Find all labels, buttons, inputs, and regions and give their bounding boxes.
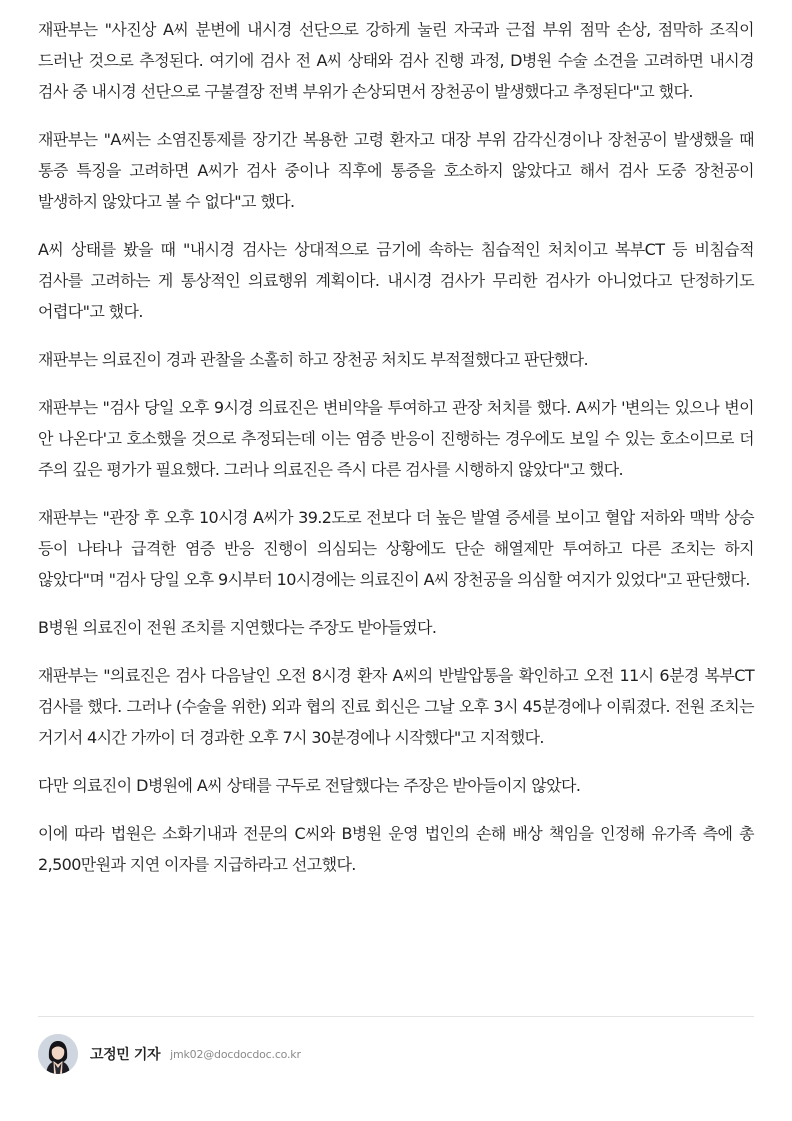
article-paragraph: B병원 의료진이 전원 조치를 지연했다는 주장도 받아들였다.: [38, 618, 437, 637]
byline-divider: [38, 1016, 754, 1017]
reporter-name[interactable]: 고정민 기자: [90, 1047, 161, 1063]
reporter-byline: [38, 1033, 301, 1075]
article-paragraph: 재판부는 "의료진은 검사 다음날인 오전 8시경 환자 A씨의 반발압통을 확인하고 오전 11시 6분경 복부CT 검사를 했다. 그러나 (수술을 위한) 외과 협의 진료 회신은 그날 오후 3시 45분경에나 이뤄졌다. 전원 조치는 거기서 4시간 가까이 더 경과한 오후 7시 30분경에나 시작했다"고 지적했다.: [38, 666, 754, 747]
article-paragraph: 재판부는 "A씨는 소염진통제를 장기간 복용한 고령 환자고 대장 부위 감각신경이나 장천공이 발생했을 때 통증 특징을 고려하면 A씨가 검사 중이나 직후에 통증을 호소하지 않았다고 해서 검사 도중 장천공이 발생하지 않았다고 볼 수 없다"고 했다.: [38, 130, 754, 211]
article-body: [38, 14, 754, 897]
article-paragraph: 재판부는 "검사 당일 오후 9시경 의료진은 변비약을 투여하고 관장 처치를 했다. A씨가 '변의는 있으나 변이 안 나온다'고 호소했을 것으로 추정되는데 이는 염증 반응이 진행하는 경우에도 보일 수 있는 호소이므로 더 주의 깊은 평가가 필요했다. 그러나 의료진은 즉시 다른 검사를 시행하지 않았다"고 했다.: [38, 398, 754, 479]
reporter-avatar-icon[interactable]: [38, 1034, 78, 1074]
article-paragraph: 이에 따라 법원은 소화기내과 전문의 C씨와 B병원 운영 법인의 손해 배상 책임을 인정해 유가족 측에 총 2,500만원과 지연 이자를 지급하라고 선고했다.: [38, 824, 754, 874]
article-paragraph: 재판부는 "사진상 A씨 분변에 내시경 선단으로 강하게 눌린 자국과 근접 부위 점막 손상, 점막하 조직이 드러난 것으로 추정된다. 여기에 검사 전 A씨 상태와 검사 진행 과정, D병원 수술 소견을 고려하면 내시경 검사 중 내시경 선단으로 구불결장 전벽 부위가 손상되면서 장천공이 발생했다고 추정된다"고 했다.: [38, 20, 754, 101]
article-paragraph: 재판부는 "관장 후 오후 10시경 A씨가 39.2도로 전보다 더 높은 발열 증세를 보이고 혈압 저하와 맥박 상승 등이 나타나 급격한 염증 반응 진행이 의심되는 상황에도 단순 해열제만 투여하고 다른 조치는 하지 않았다"며 "검사 당일 오후 9시부터 10시경에는 의료진이 A씨 장천공을 의심할 여지가 있었다"고 판단했다.: [38, 508, 754, 589]
reporter-email[interactable]: jmk02@docdocdoc.co.kr: [170, 1047, 301, 1061]
article-paragraph: 다만 의료진이 D병원에 A씨 상태를 구두로 전달했다는 주장은 받아들이지 않았다.: [38, 776, 581, 795]
article-paragraph: A씨 상태를 봤을 때 "내시경 검사는 상대적으로 금기에 속하는 침습적인 처치이고 복부CT 등 비침습적 검사를 고려하는 게 통상적인 의료행위 계획이다. 내시경 검사가 무리한 검사가 아니었다고 단정하기도 어렵다"고 했다.: [38, 240, 754, 321]
article-paragraph: 재판부는 의료진이 경과 관찰을 소홀히 하고 장천공 처치도 부적절했다고 판단했다.: [38, 350, 588, 369]
